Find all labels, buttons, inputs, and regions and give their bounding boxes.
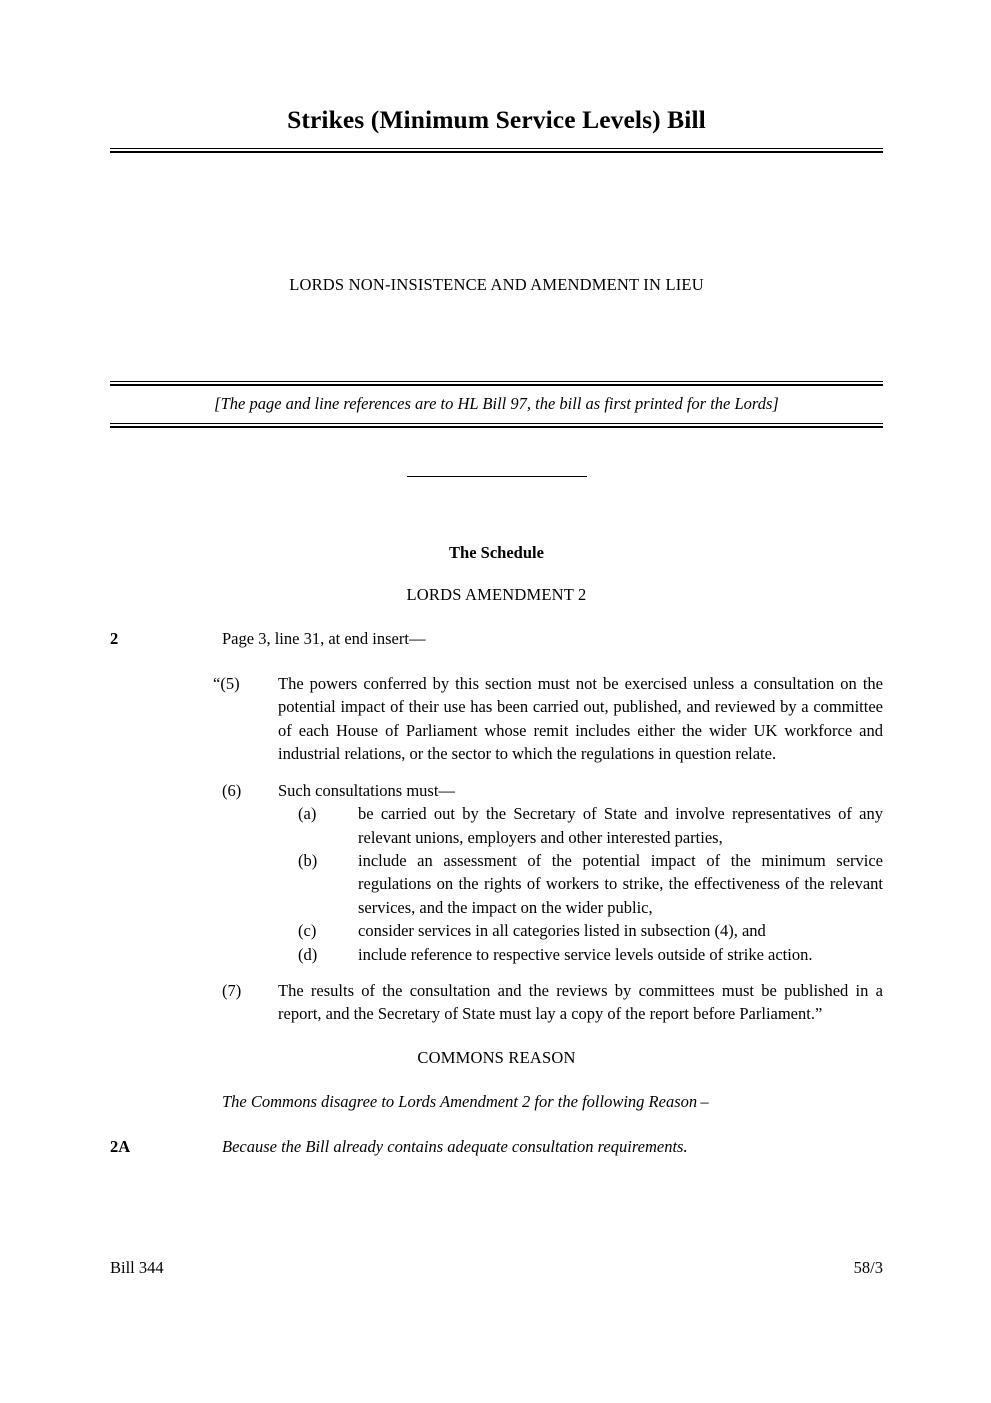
subsection-5-marker: “(5) [213,674,240,693]
page-content [110,0,883,1403]
item-c-text: consider services in all categories listed in subsection (4), and [358,921,766,941]
commons-reason-number: 2A [110,1137,131,1157]
spacer-before-schedule [110,477,883,543]
amendment-instruction-row [110,627,883,650]
spacer-before-note [110,295,883,367]
spacer-schedule-amendment [110,563,883,585]
commons-reason-heading: COMMONS REASON [417,1047,576,1067]
amendment-heading: LORDS AMENDMENT 2 [406,584,587,604]
footer-bill-number: Bill 344 [110,1258,164,1277]
item-d-marker: (d) [298,944,318,964]
spacer-before-instruction [110,605,883,627]
subsection-6-marker: (6) [222,780,242,800]
subsection-6 [222,779,883,802]
subsection-6-item-d [298,943,883,966]
subsection-7 [222,979,883,1026]
page-footer [110,1258,883,1278]
subsection-7-text: The results of the consultation and the reviews by committees must be published in a report, and the Secretary of State must lay a copy of the report before Parliament.” [278,981,883,1024]
subsection-5 [213,672,883,766]
commons-reason-row [110,1135,883,1158]
item-b-text: include an assessment of the potential impact of the minimum service regulations on the rights of workers to strike, the effectiveness of the relevant services, and the impact on the wider public, [358,850,883,917]
spacer-after-title [110,153,883,275]
subsection-5-text: The powers conferred by this section must not be exercised unless a consultation on the potential impact of their use has been carried out, published, and reviewed by a committee of each House of Parliament whose remit includes either the wider UK workforce and industrial relations, or the sector to which the regulations in question relate. [278,674,883,764]
spacer-before-divider [110,428,883,476]
amendment-instruction: Page 3, line 31, at end insert— [222,628,426,648]
subsection-6-text: Such consultations must— [278,780,455,800]
item-a-marker: (a) [298,804,317,824]
spacer-before-commons-reason [110,1026,883,1048]
spacer-before-preamble [110,1068,883,1090]
schedule-heading: The Schedule [449,542,544,562]
document-subtitle: LORDS NON-INSISTENCE AND AMENDMENT IN LIEU [289,275,704,295]
item-a-text: be carried out by the Secretary of State and involve representatives of any relevant unions, employers and other interested parties, [358,804,883,847]
subsection-7-marker: (7) [222,981,242,1001]
item-c-marker: (c) [298,921,317,941]
page-title: Strikes (Minimum Service Levels) Bill [287,105,706,134]
subsection-6-item-b [298,849,883,919]
item-b-marker: (b) [298,850,318,870]
footer-page-reference: 58/3 [853,1258,883,1277]
spacer-before-subsection-6 [110,766,883,779]
subsection-6-item-a [298,802,883,849]
item-d-text: include reference to respective service levels outside of strike action. [358,944,813,964]
amendment-number: 2 [110,628,119,648]
subsection-6-item-c [298,919,883,942]
commons-reason-text: Because the Bill already contains adequate consultation requirements. [222,1137,688,1157]
spacer-before-subsection-7 [110,966,883,979]
spacer-before-reason-text [110,1113,883,1135]
commons-reason-preamble: The Commons disagree to Lords Amendment 2 for the following Reason – [222,1091,709,1111]
commons-reason-preamble-row [110,1090,883,1113]
spacer-before-subsection-5 [110,650,883,672]
reference-note: [The page and line references are to HL Bill 97, the bill as first printed for the Lords] [214,394,779,414]
